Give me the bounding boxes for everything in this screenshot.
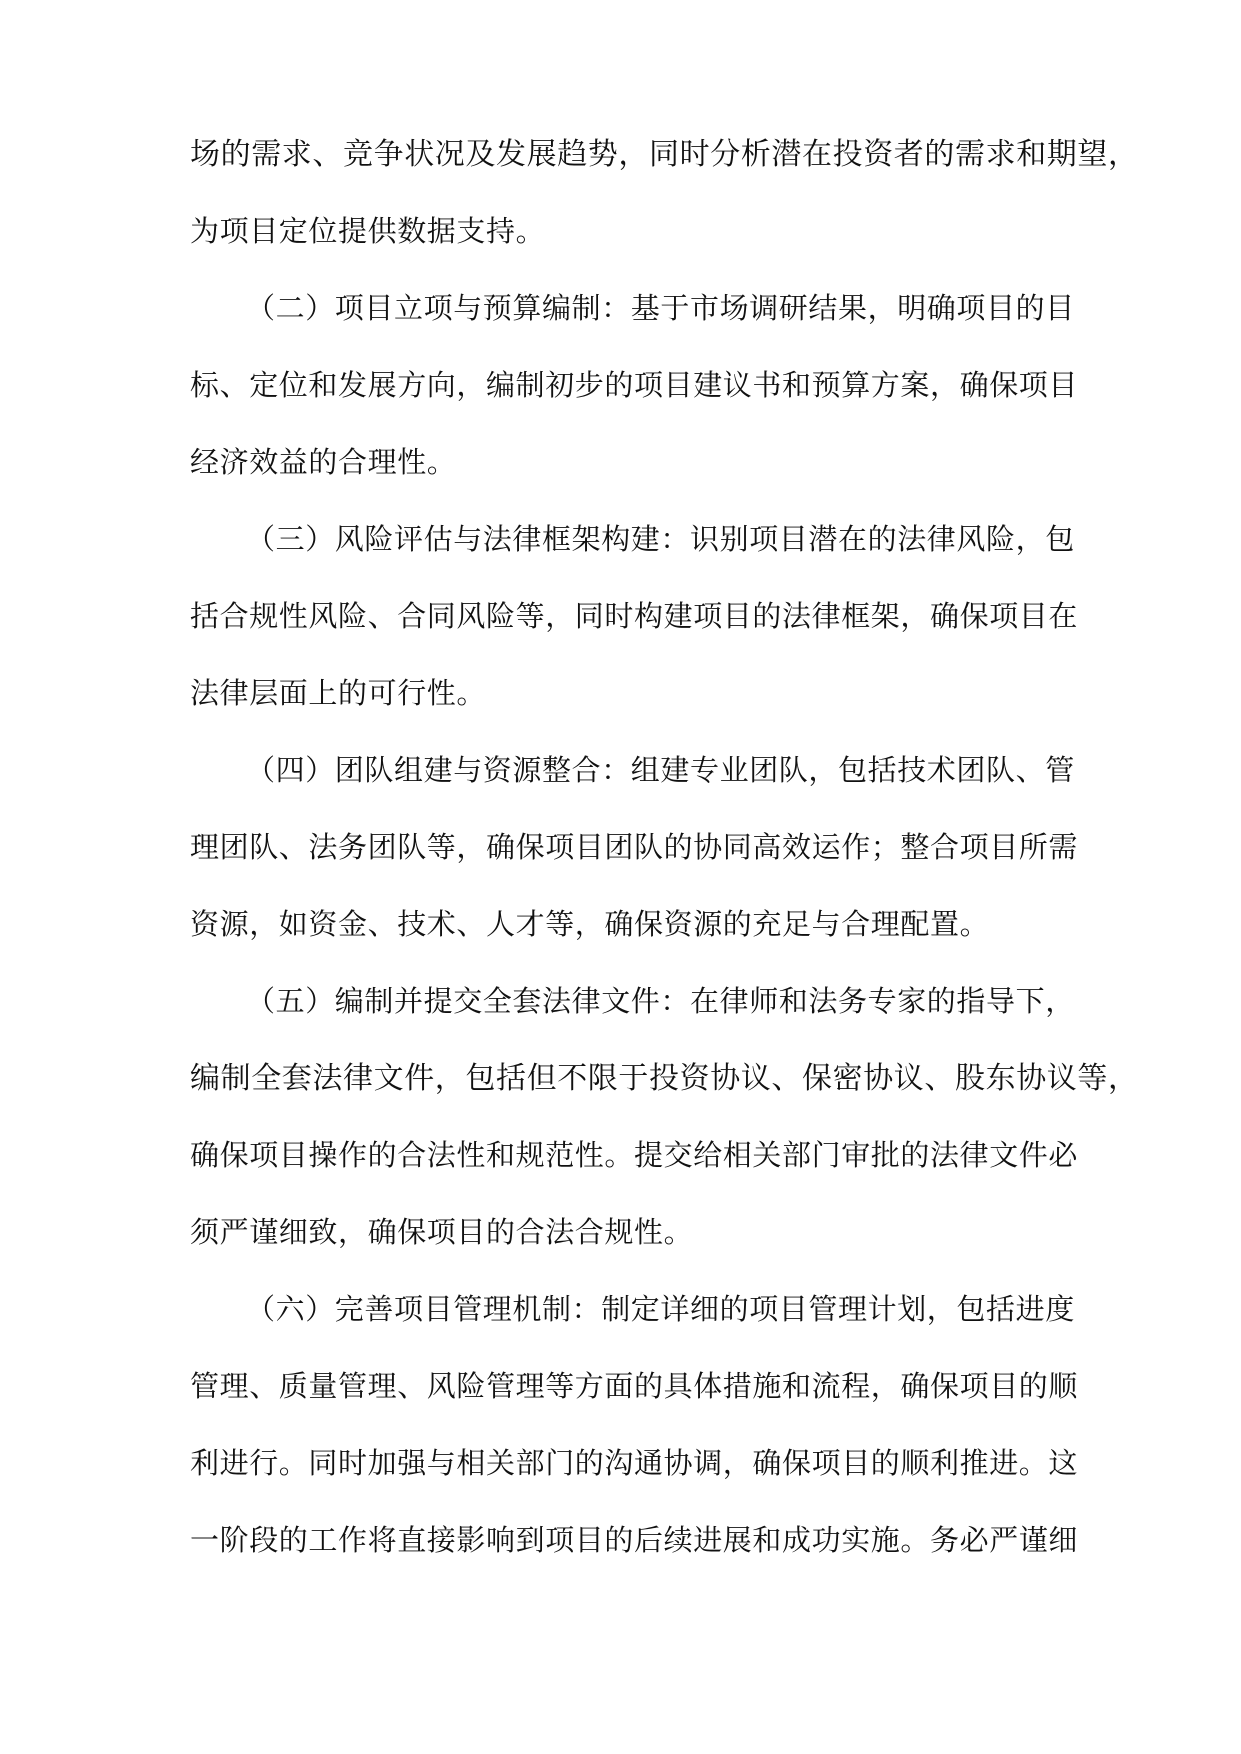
text-line: 确保项目操作的合法性和规范性。提交给相关部门审批的法律文件必 xyxy=(190,1138,1079,1172)
text-line: 标、定位和发展方向，编制初步的项目建议书和预算方案，确保项目 xyxy=(190,368,1079,402)
text-line: （四）团队组建与资源整合：组建专业团队，包括技术团队、管 xyxy=(246,753,1075,787)
text-line: 资源，如资金、技术、人才等，确保资源的充足与合理配置。 xyxy=(190,907,990,941)
text-line: 一阶段的工作将直接影响到项目的后续进展和成功实施。务必严谨细 xyxy=(190,1523,1079,1557)
text-line: 利进行。同时加强与相关部门的沟通协调，确保项目的顺利推进。这 xyxy=(190,1446,1079,1480)
text-line: （六）完善项目管理机制：制定详细的项目管理计划，包括进度 xyxy=(246,1292,1075,1326)
text-line: 经济效益的合理性。 xyxy=(190,445,457,479)
text-line: 编制全套法律文件，包括但不限于投资协议、保密协议、股东协议等， xyxy=(190,1061,1139,1096)
text-line: 管理、质量管理、风险管理等方面的具体措施和流程，确保项目的顺 xyxy=(190,1369,1079,1403)
text-line: （五）编制并提交全套法律文件：在律师和法务专家的指导下， xyxy=(246,984,1075,1018)
text-line: 场的需求、竞争状况及发展趋势，同时分析潜在投资者的需求和期望， xyxy=(190,137,1139,172)
text-line: 理团队、法务团队等，确保项目团队的协同高效运作；整合项目所需 xyxy=(190,830,1079,864)
text-line: 括合规性风险、合同风险等，同时构建项目的法律框架，确保项目在 xyxy=(190,599,1079,633)
text-line: 须严谨细致，确保项目的合法合规性。 xyxy=(190,1215,694,1249)
document-body xyxy=(190,135,1139,1560)
text-line: 法律层面上的可行性。 xyxy=(190,676,487,710)
text-line: （二）项目立项与预算编制：基于市场调研结果，明确项目的目 xyxy=(246,291,1075,325)
text-line: 为项目定位提供数据支持。 xyxy=(190,214,546,248)
text-line: （三）风险评估与法律框架构建：识别项目潜在的法律风险，包 xyxy=(246,522,1075,556)
